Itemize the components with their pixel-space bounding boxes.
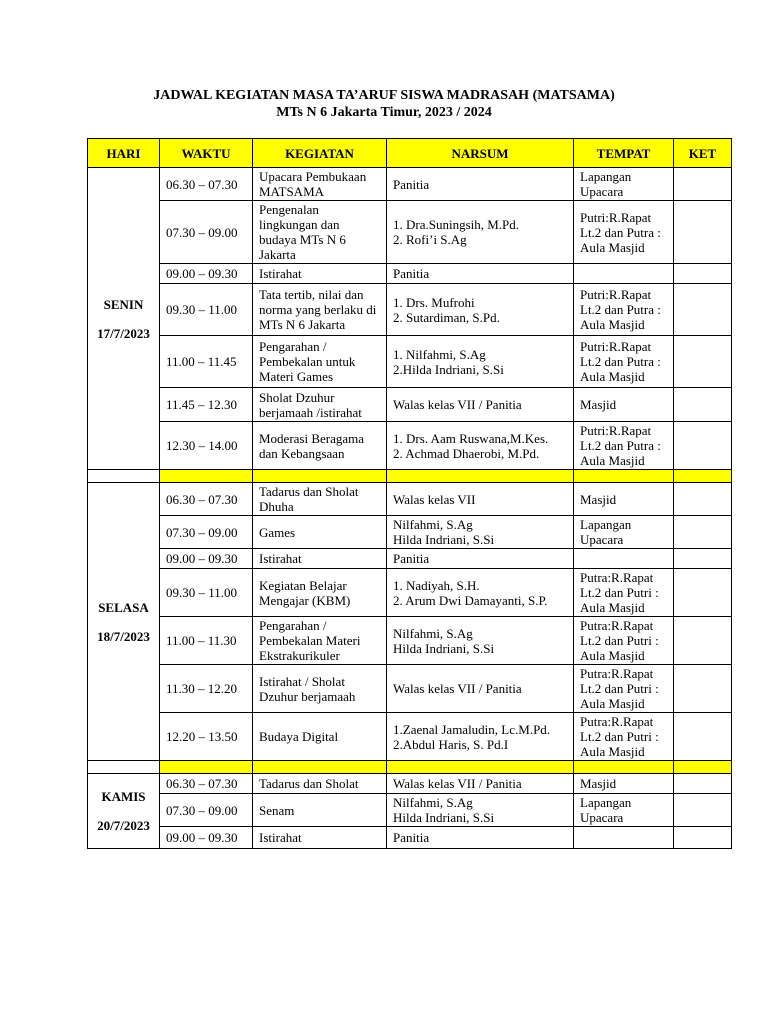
- tempat-cell: Lapangan Upacara: [574, 794, 674, 827]
- waktu-cell: 11.00 – 11.30: [160, 617, 253, 665]
- day-cell: [88, 483, 160, 761]
- separator-cell: [574, 761, 674, 774]
- narsum-cell: [387, 516, 574, 549]
- waktu-cell: 07.30 – 09.00: [160, 516, 253, 549]
- tempat-cell: [574, 549, 674, 569]
- tempat-cell: Putra:R.Rapat Lt.2 dan Putri : Aula Masjid: [574, 569, 674, 617]
- narsum-cell: [387, 665, 574, 713]
- day-name: SELASA: [98, 599, 149, 615]
- ket-cell: [674, 422, 732, 470]
- table-row: [88, 483, 732, 516]
- waktu-cell: 12.20 – 13.50: [160, 713, 253, 761]
- ket-cell: [674, 264, 732, 284]
- ket-cell: [674, 617, 732, 665]
- waktu-cell: 06.30 – 07.30: [160, 168, 253, 201]
- kegiatan-cell: Kegiatan Belajar Mengajar (KBM): [253, 569, 387, 617]
- narsum-cell: [387, 168, 574, 201]
- day-date: 20/7/2023: [97, 818, 150, 833]
- narsum-line: 1. Nadiyah, S.H.: [393, 577, 480, 593]
- waktu-cell: 09.30 – 11.00: [160, 284, 253, 336]
- day-cell: [88, 168, 160, 470]
- narsum-line: 1. Dra.Suningsih, M.Pd.: [393, 217, 520, 232]
- table-row: [88, 388, 732, 422]
- tempat-cell: Putri:R.Rapat Lt.2 dan Putra : Aula Masjid: [574, 336, 674, 388]
- table-row: [88, 201, 732, 264]
- kegiatan-cell: Tadarus dan Sholat Dhuha: [253, 483, 387, 516]
- kegiatan-cell: Budaya Digital: [253, 713, 387, 761]
- ket-cell: [674, 284, 732, 336]
- separator-cell: [387, 470, 574, 483]
- narsum-cell: [387, 794, 574, 827]
- kegiatan-cell: Pengarahan / Pembekalan untuk Materi Games: [253, 336, 387, 388]
- narsum-cell: [387, 388, 574, 422]
- waktu-cell: 09.00 – 09.30: [160, 549, 253, 569]
- tempat-cell: Lapangan Upacara: [574, 168, 674, 201]
- tempat-cell: Putri:R.Rapat Lt.2 dan Putra : Aula Masjid: [574, 284, 674, 336]
- table-row: [88, 774, 732, 794]
- tempat-cell: Masjid: [574, 483, 674, 516]
- header-hari: HARI: [88, 139, 160, 168]
- narsum-line: Hilda Indriani, S.Si: [393, 532, 495, 547]
- table-row: [88, 284, 732, 336]
- ket-cell: [674, 827, 732, 849]
- narsum-line: Walas kelas VII / Panitia: [393, 397, 522, 412]
- table-row: [88, 422, 732, 470]
- table-row: [88, 617, 732, 665]
- kegiatan-cell: Sholat Dzuhur berjamaah /istirahat: [253, 388, 387, 422]
- table-row: [88, 264, 732, 284]
- narsum-cell: [387, 617, 574, 665]
- day-cell: [88, 774, 160, 849]
- table-row: [88, 569, 732, 617]
- tempat-cell: [574, 827, 674, 849]
- document-title: JADWAL KEGIATAN MASA TA’ARUF SISWA MADRASAH (MATSAMA): [153, 88, 615, 103]
- narsum-cell: [387, 827, 574, 849]
- separator-cell: [253, 761, 387, 774]
- waktu-cell: 09.00 – 09.30: [160, 827, 253, 849]
- tempat-cell: Putra:R.Rapat Lt.2 dan Putri : Aula Masjid: [574, 713, 674, 761]
- waktu-cell: 09.00 – 09.30: [160, 264, 253, 284]
- narsum-cell: [387, 774, 574, 794]
- narsum-line: Walas kelas VII / Panitia: [393, 776, 522, 791]
- narsum-line: Hilda Indriani, S.Si: [393, 810, 495, 825]
- ket-cell: [674, 336, 732, 388]
- narsum-cell: [387, 713, 574, 761]
- waktu-cell: 11.45 – 12.30: [160, 388, 253, 422]
- day-name: KAMIS: [101, 789, 146, 804]
- tempat-cell: [574, 264, 674, 284]
- narsum-line: Walas kelas VII: [393, 491, 476, 507]
- narsum-cell: [387, 201, 574, 264]
- narsum-line: Nilfahmi, S.Ag: [393, 795, 473, 810]
- separator-cell: [253, 470, 387, 483]
- table-row: [88, 713, 732, 761]
- table-row: [88, 794, 732, 827]
- narsum-line: 2. Sutardiman, S.Pd.: [393, 309, 500, 325]
- table-row: [88, 516, 732, 549]
- narsum-line: 1.Zaenal Jamaludin, Lc.M.Pd.: [393, 721, 551, 737]
- kegiatan-cell: Senam: [253, 794, 387, 827]
- ket-cell: [674, 483, 732, 516]
- narsum-line: Hilda Indriani, S.Si: [393, 640, 495, 656]
- kegiatan-cell: Istirahat / Sholat Dzuhur berjamaah: [253, 665, 387, 713]
- ket-cell: [674, 549, 732, 569]
- separator-cell: [674, 761, 732, 774]
- schedule-table: [87, 138, 732, 849]
- waktu-cell: 07.30 – 09.00: [160, 794, 253, 827]
- narsum-line: Nilfahmi, S.Ag: [393, 517, 473, 532]
- narsum-cell: [387, 422, 574, 470]
- header-tempat: TEMPAT: [574, 139, 674, 168]
- kegiatan-cell: Games: [253, 516, 387, 549]
- kegiatan-cell: Upacara Pembukaan MATSAMA: [253, 168, 387, 201]
- narsum-line: Panitia: [393, 830, 430, 845]
- narsum-line: Panitia: [393, 551, 430, 566]
- waktu-cell: 07.30 – 09.00: [160, 201, 253, 264]
- ket-cell: [674, 794, 732, 827]
- document-subtitle: MTs N 6 Jakarta Timur, 2023 / 2024: [276, 105, 492, 120]
- day-date: 18/7/2023: [97, 628, 150, 644]
- waktu-cell: 06.30 – 07.30: [160, 774, 253, 794]
- narsum-line: 1. Nilfahmi, S.Ag: [393, 346, 486, 362]
- narsum-line: 2. Arum Dwi Damayanti, S.P.: [393, 592, 548, 608]
- ket-cell: [674, 713, 732, 761]
- day-date: 17/7/2023: [97, 325, 150, 341]
- ket-cell: [674, 201, 732, 264]
- narsum-line: Panitia: [393, 176, 430, 192]
- narsum-line: 2.Hilda Indriani, S.Si: [393, 361, 504, 377]
- narsum-line: Nilfahmi, S.Ag: [393, 625, 473, 641]
- waktu-cell: 11.00 – 11.45: [160, 336, 253, 388]
- ket-cell: [674, 168, 732, 201]
- separator-cell: [160, 470, 253, 483]
- tempat-cell: Lapangan Upacara: [574, 516, 674, 549]
- tempat-cell: Masjid: [574, 388, 674, 422]
- table-row: [88, 665, 732, 713]
- header-kegiatan: KEGIATAN: [253, 139, 387, 168]
- separator-cell: [574, 470, 674, 483]
- narsum-line: 2.Abdul Haris, S. Pd.I: [393, 736, 509, 752]
- waktu-cell: 09.30 – 11.00: [160, 569, 253, 617]
- day-name: SENIN: [103, 296, 144, 312]
- narsum-cell: [387, 284, 574, 336]
- separator-cell: [387, 761, 574, 774]
- narsum-cell: [387, 549, 574, 569]
- kegiatan-cell: Istirahat: [253, 827, 387, 849]
- ket-cell: [674, 665, 732, 713]
- header-ket: KET: [674, 139, 732, 168]
- header-narsum: NARSUM: [387, 139, 574, 168]
- narsum-cell: [387, 569, 574, 617]
- tempat-cell: Putra:R.Rapat Lt.2 dan Putri : Aula Masjid: [574, 617, 674, 665]
- header-waktu: WAKTU: [160, 139, 253, 168]
- narsum-line: Walas kelas VII / Panitia: [393, 681, 522, 696]
- ket-cell: [674, 388, 732, 422]
- tempat-cell: Putra:R.Rapat Lt.2 dan Putri : Aula Masjid: [574, 665, 674, 713]
- narsum-line: Panitia: [393, 266, 430, 281]
- waktu-cell: 12.30 – 14.00: [160, 422, 253, 470]
- waktu-cell: 11.30 – 12.20: [160, 665, 253, 713]
- narsum-line: 2. Achmad Dhaerobi, M.Pd.: [393, 445, 540, 461]
- table-row: [88, 827, 732, 849]
- kegiatan-cell: Pengarahan / Pembekalan Materi Ekstrakurikuler: [253, 617, 387, 665]
- narsum-line: 1. Drs. Aam Ruswana,M.Kes.: [393, 430, 549, 446]
- waktu-cell: 06.30 – 07.30: [160, 483, 253, 516]
- table-row: [88, 336, 732, 388]
- kegiatan-cell: Tadarus dan Sholat: [253, 774, 387, 794]
- narsum-line: 2. Rofi’i S.Ag: [393, 232, 467, 247]
- kegiatan-cell: Pengenalan lingkungan dan budaya MTs N 6 Jakarta: [253, 201, 387, 264]
- narsum-cell: [387, 336, 574, 388]
- ket-cell: [674, 774, 732, 794]
- separator-blank: [88, 761, 160, 774]
- header-row: [88, 139, 732, 168]
- narsum-cell: [387, 483, 574, 516]
- separator-cell: [160, 761, 253, 774]
- tempat-cell: Masjid: [574, 774, 674, 794]
- separator-cell: [674, 470, 732, 483]
- table-row: [88, 168, 732, 201]
- ket-cell: [674, 516, 732, 549]
- separator-blank: [88, 470, 160, 483]
- kegiatan-cell: Tata tertib, nilai dan norma yang berlaku di MTs N 6 Jakarta: [253, 284, 387, 336]
- day-separator-row: [88, 761, 732, 774]
- table-row: [88, 549, 732, 569]
- kegiatan-cell: Moderasi Beragama dan Kebangsaan: [253, 422, 387, 470]
- narsum-cell: [387, 264, 574, 284]
- ket-cell: [674, 569, 732, 617]
- kegiatan-cell: Istirahat: [253, 264, 387, 284]
- schedule-body: [88, 168, 732, 849]
- narsum-line: 1. Drs. Mufrohi: [393, 294, 475, 310]
- tempat-cell: Putri:R.Rapat Lt.2 dan Putra : Aula Masjid: [574, 422, 674, 470]
- kegiatan-cell: Istirahat: [253, 549, 387, 569]
- day-separator-row: [88, 470, 732, 483]
- tempat-cell: Putri:R.Rapat Lt.2 dan Putra : Aula Masjid: [574, 201, 674, 264]
